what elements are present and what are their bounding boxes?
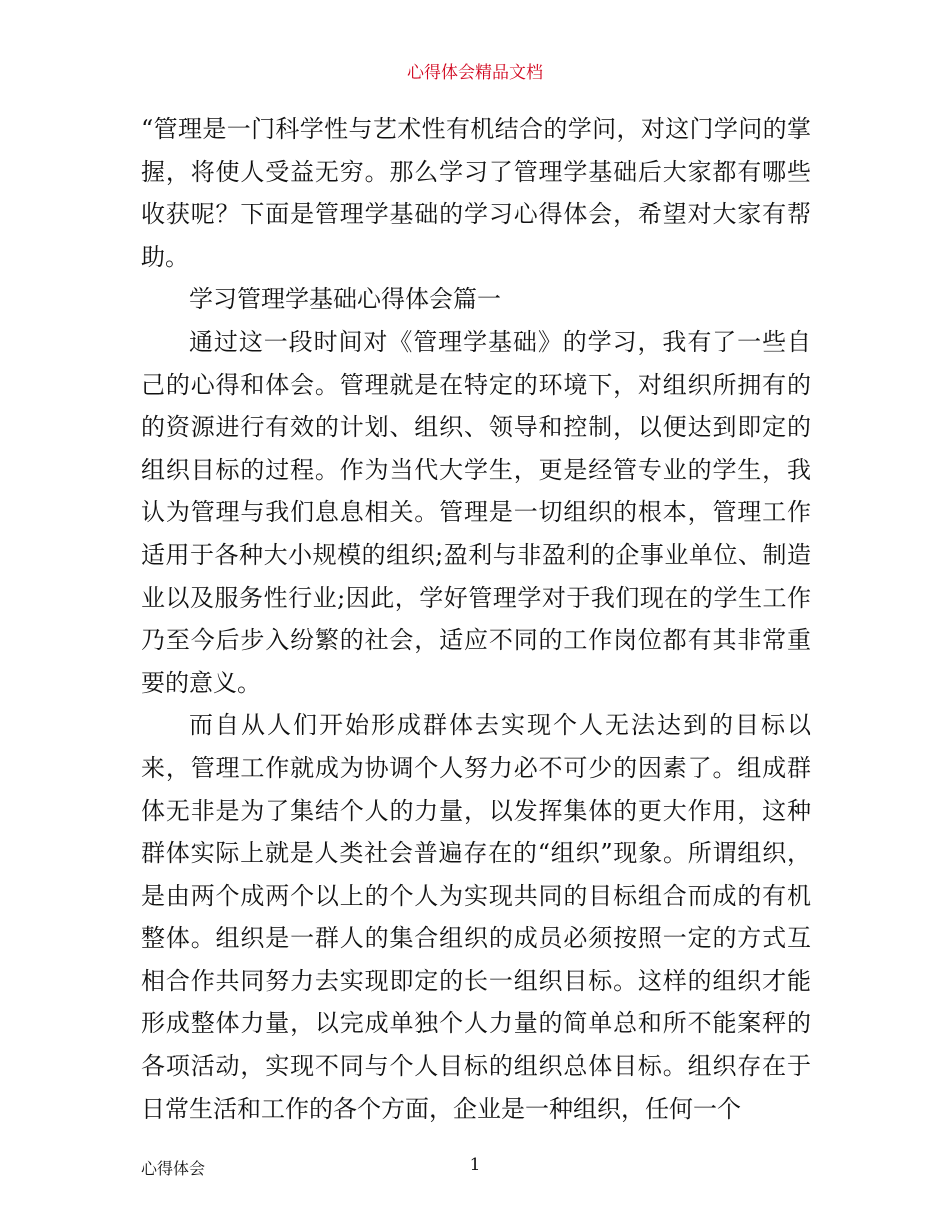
footer-label: 心得体会	[141, 1159, 206, 1178]
intro-paragraph: “管理是一门科学性与艺术性有机结合的学问，对这门学问的掌握，将使人受益无穷。那么学习了管理学基础后大家都有哪些收获呢？下面是管理学基础的学习心得体会，希望对大家有帮助。	[141, 115, 811, 271]
page-number: 1	[469, 1155, 481, 1175]
body-paragraph: 通过这一段时间对《管理学基础》的学习，我有了一些自己的心得和体会。管理就是在特定的环境下，对组织所拥有的的资源进行有效的计划、组织、领导和控制，以便达到即定的组织目标的过程。作为当代大学生，更是经管专业的学生，我认为管理与我们息息相关。管理是一切组织的根本，管理工作适用于各种大小规模的组织;盈利与非盈利的企事业单位、制造业以及服务性行业;因此，学好管理学对于我们现在的学生工作乃至今后步入纷繁的社会，适应不同的工作岗位都有其非常重要的意义。	[141, 327, 811, 697]
section-heading: 学习管理学基础心得体会篇一	[189, 285, 501, 314]
body-paragraph: 而自从人们开始形成群体去实现个人无法达到的目标以来，管理工作就成为协调个人努力必不可少的因素了。组成群体无非是为了集结个人的力量，以发挥集体的更大作用，这种群体实际上就是人类社会普遍存在的“组织”现象。所谓组织，是由两个成两个以上的个人为实现共同的目标组合而成的有机整体。组织是一群人的集合组织的成员必须按照一定的方式互相合作共同努力去实现即定的长一组织目标。这样的组织才能形成整体力量，以完成单独个人力量的简单总和所不能案秤的各项活动，实现不同与个人目标的组织总体目标。组织存在于日常生活和工作的各个方面，企业是一种组织，任何一个	[141, 711, 811, 1123]
document-body	[141, 108, 811, 1130]
page-header-title: 心得体会精品文档	[407, 63, 543, 83]
